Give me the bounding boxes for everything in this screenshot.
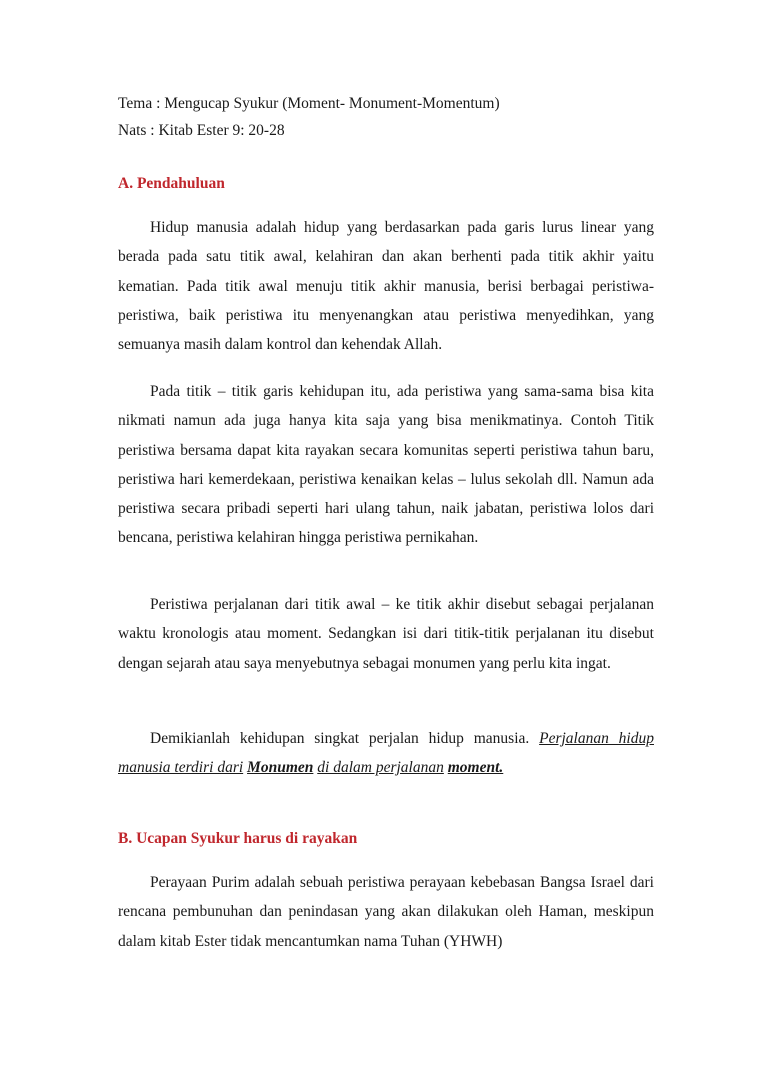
tema-line: Tema : Mengucap Syukur (Moment- Monument-Momentum)	[118, 95, 500, 112]
paragraph-conclusion	[118, 724, 654, 783]
paragraph-intro-2: Pada titik – titik garis kehidupan itu, ada peristiwa yang sama-sama bisa kita nikmati namun ada juga hanya kita saja yang bisa menikmatinya. Contoh Titik peristiwa bersama dapat kita rayakan secara komunitas seperti peristiwa tahun baru, peristiwa hari kemerdekaan, peristiwa kenaikan kelas – lulus sekolah dll. Namun ada peristiwa secara pribadi seperti hari ulang tahun, naik jabatan, peristiwa lolos dari bencana, peristiwa kelahiran hingga peristiwa pernikahan.	[118, 383, 654, 547]
section-a-heading: A. Pendahuluan	[118, 175, 225, 192]
conclusion-moment: moment.	[447, 759, 504, 777]
conclusion-intro: Demikianlah kehidupan singkat perjalan hidup manusia.	[150, 730, 530, 747]
nats-line: Nats : Kitab Ester 9: 20-28	[118, 122, 285, 139]
conclusion-emphasis-2: di dalam perjalanan	[317, 759, 444, 777]
paragraph-intro-1: Hidup manusia adalah hidup yang berdasarkan pada garis lurus linear yang berada pada satu titik awal, kelahiran dan akan berhenti pada titik akhir yaitu kematian. Pada titik awal menuju titik akhir manusia, berisi berbagai peristiwa-peristiwa, baik peristiwa itu menyenangkan atau peristiwa menyedihkan, yang semuanya masih dalam kontrol dan kehendak Allah.	[118, 219, 654, 354]
paragraph-intro-3: Peristiwa perjalanan dari titik awal – ke titik akhir disebut sebagai perjalanan waktu kronologis atau moment. Sedangkan isi dari titik-titik perjalanan itu disebut dengan sejarah atau saya menyebutnya sebagai monumen yang perlu kita ingat.	[118, 596, 654, 672]
conclusion-emphasis-1: Perjalanan hidup manusia terdiri dari	[118, 730, 654, 777]
paragraph-purim: Perayaan Purim adalah sebuah peristiwa perayaan kebebasan Bangsa Israel dari rencana pembunuhan dan penindasan yang akan dilakukan oleh Haman, meskipun dalam kitab Ester tidak mencantumkan nama Tuhan (YHWH)	[118, 874, 654, 950]
section-b-heading: B. Ucapan Syukur harus di rayakan	[118, 830, 358, 847]
conclusion-monumen: Monumen	[247, 759, 314, 777]
